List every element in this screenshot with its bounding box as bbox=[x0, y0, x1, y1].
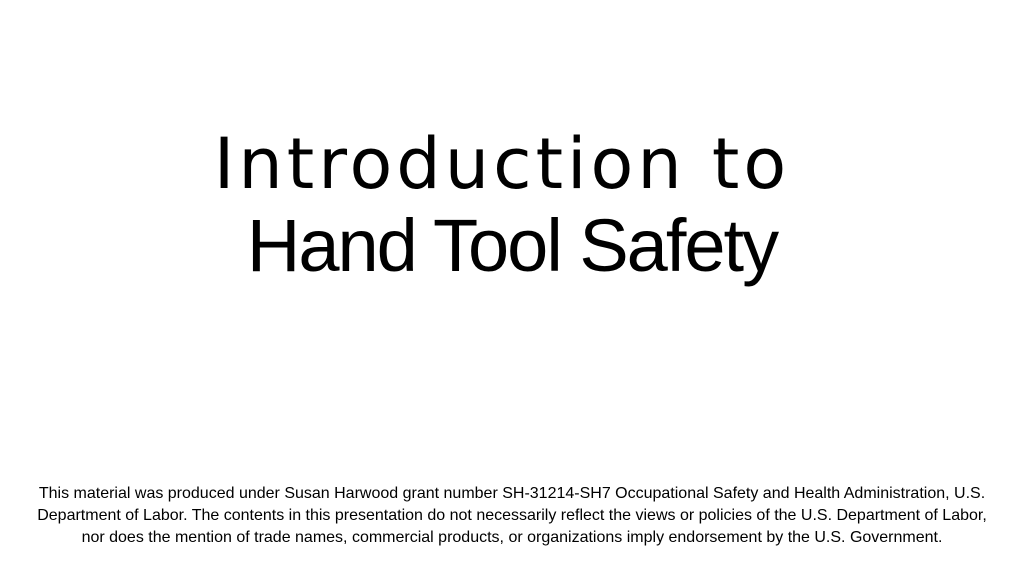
slide-title bbox=[0, 122, 1024, 286]
title-line-2: Hand Tool Safety bbox=[246, 204, 778, 287]
title-line-1: Introduction to bbox=[213, 123, 791, 205]
disclaimer-text: This material was produced under Susan Harwood grant number SH-31214-SH7 Occupational Safety and Health Administration, U.S. Department of Labor. The contents in this presentation do not necessarily reflect the views or policies of the U.S. Department of Labor, nor does the mention of trade names, commercial products, or organizations imply endorsement by the U.S. Government. bbox=[37, 485, 987, 546]
